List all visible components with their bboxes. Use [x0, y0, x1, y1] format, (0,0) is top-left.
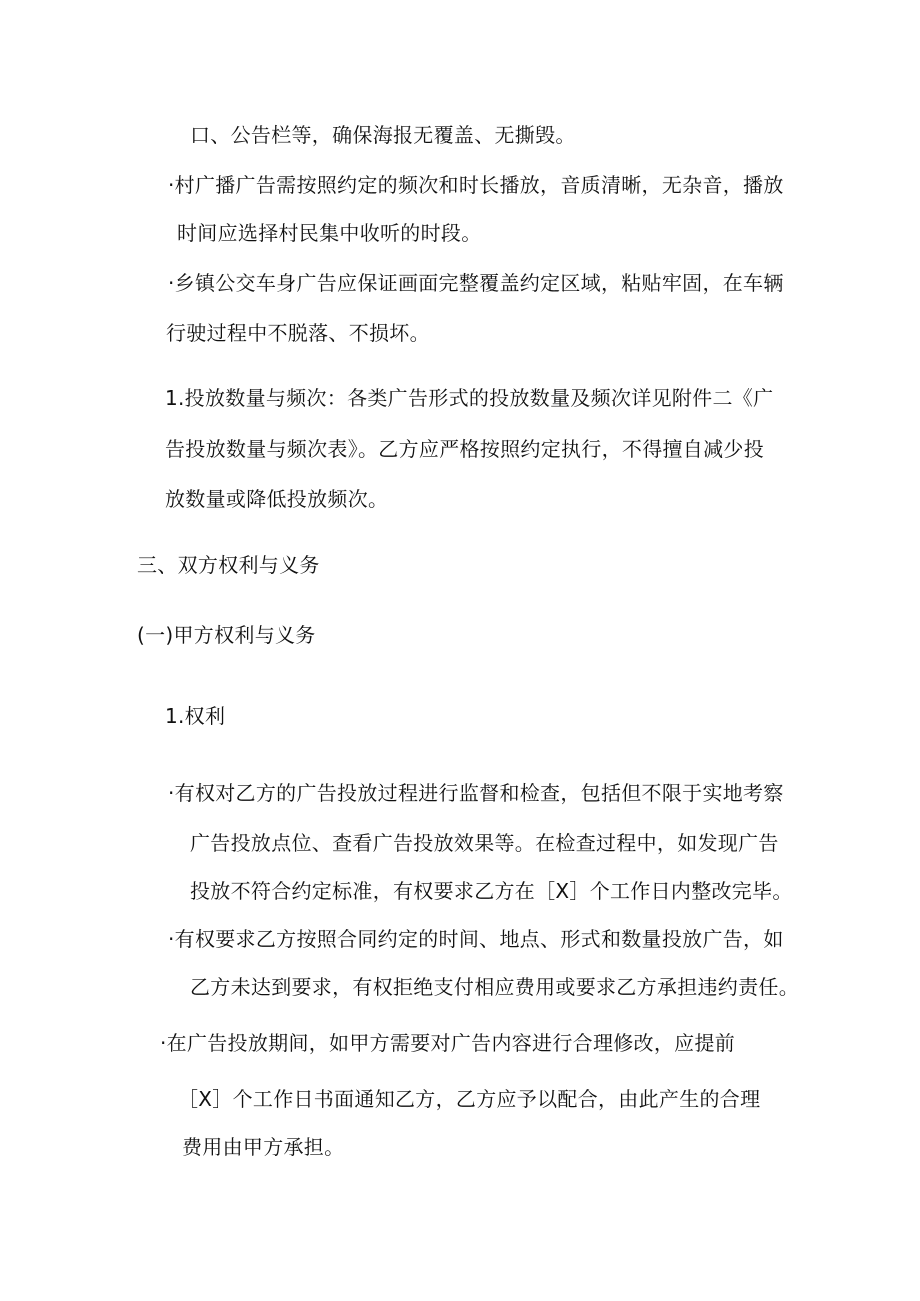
- text-line: 口、公告栏等，确保海报无覆盖、无撕毁。: [190, 123, 576, 147]
- text-line: 放数量或降低投放频次。: [165, 487, 389, 511]
- item-heading: 1.权利: [165, 704, 226, 728]
- bullet-line: ·村广播广告需按照约定的频次和时长播放，音质清晰，无杂音，播放: [168, 173, 784, 197]
- text-line: 费用由甲方承担。: [182, 1135, 345, 1159]
- bullet-line: ·有权要求乙方按照合同约定的时间、地点、形式和数量投放广告，如: [168, 927, 784, 951]
- text-line: 广告投放点位、查看广告投放效果等。在检查过程中，如发现广告: [190, 831, 779, 855]
- bullet-line: ·有权对乙方的广告投放过程进行监督和检查，包括但不限于实地考察: [168, 781, 784, 805]
- bullet-line: ·在广告投放期间，如甲方需要对广告内容进行合理修改，应提前: [160, 1031, 736, 1055]
- text-line: 行驶过程中不脱落、不损坏。: [166, 321, 430, 345]
- text-line: 乙方未达到要求，有权拒绝支付相应费用或要求乙方承担违约责任。: [190, 975, 799, 999]
- bullet-line: ·乡镇公交车身广告应保证画面完整覆盖约定区域，粘贴牢固，在车辆: [168, 271, 784, 295]
- subsection-heading: (一)甲方权利与义务: [137, 623, 316, 647]
- text-line: 告投放数量与频次表》。乙方应严格按照约定执行，不得擅自减少投: [165, 437, 764, 461]
- text-line: 投放不符合约定标准，有权要求乙方在［X］个工作日内整改完毕。: [190, 879, 793, 903]
- section-heading: 三、双方权利与义务: [137, 553, 320, 577]
- numbered-item: 1.投放数量与频次：各类广告形式的投放数量及频次详见附件二《广: [165, 386, 774, 410]
- text-line: 时间应选择村民集中收听的时段。: [177, 221, 482, 245]
- text-line: ［X］个工作日书面通知乙方，乙方应予以配合，由此产生的合理: [178, 1087, 761, 1111]
